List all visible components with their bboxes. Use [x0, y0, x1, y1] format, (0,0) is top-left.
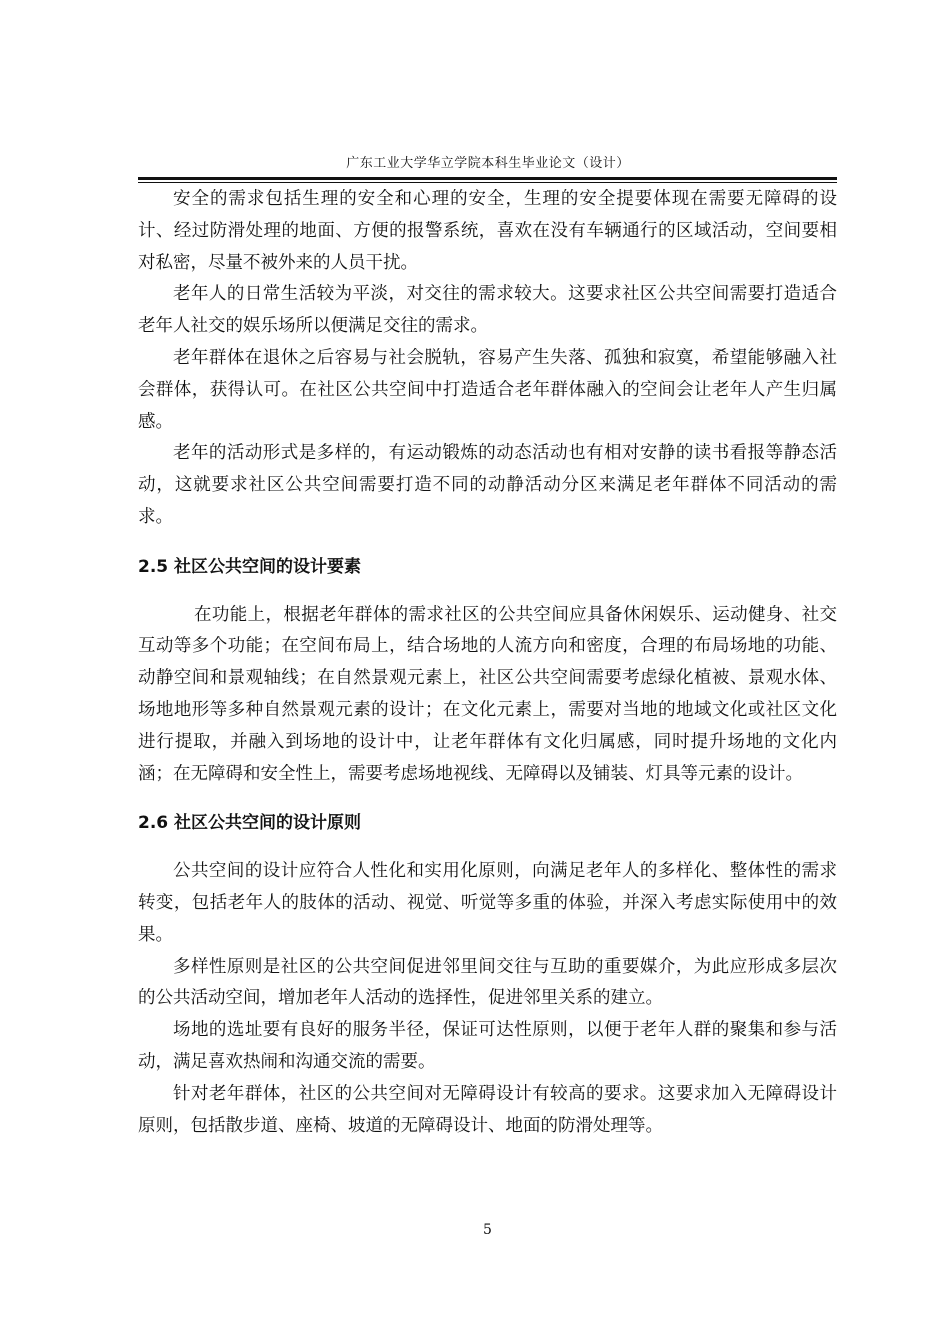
paragraph-design-elements: 在功能上，根据老年群体的需求社区的公共空间应具备休闲娱乐、运动健身、社交互动等多个功能；在空间布局上，结合场地的人流方向和密度，合理的布局场地的功能、动静空间和景观轴线；在自然景观元素上，社区公共空间需要考虑绿化植被、景观水体、场地地形等多种自然景观元素的设计；在文化元素上，需要对当地的地域文化或社区文化进行提取，并融入到场地的设计中，让老年群体有文化归属感，同时提升场地的文化内涵；在无障碍和安全性上，需要考虑场地视线、无障碍以及铺装、灯具等元素的设计。 — [138, 604, 837, 784]
running-header-title: 广东工业大学华立学院本科生毕业论文（设计） — [346, 156, 630, 171]
paragraph-activity-needs: 老年的活动形式是多样的，有运动锻炼的动态活动也有相对安静的读书看报等静态活动，这就要求社区公共空间需要打造不同的动静活动分区来满足老年群体不同活动的需求。 — [138, 443, 837, 527]
paragraph-principle-diversity: 多样性原则是社区的公共空间促进邻里间交往与互助的重要媒介，为此应形成多层次的公共活动空间，增加老年人活动的选择性，促进邻里关系的建立。 — [138, 956, 837, 1009]
header-rule-thick — [138, 177, 837, 180]
page-number: 5 — [483, 1222, 492, 1238]
paragraph-principle-barrier-free: 针对老年群体，社区的公共空间对无障碍设计有较高的要求。这要求加入无障碍设计原则，包括散步道、座椅、坡道的无障碍设计、地面的防滑处理等。 — [138, 1083, 837, 1136]
paragraph-social-needs: 老年人的日常生活较为平淡，对交往的需求较大。这要求社区公共空间需要打造适合老年人社交的娱乐场所以便满足交往的需求。 — [138, 284, 837, 337]
header-rule-thin — [138, 182, 837, 183]
paragraph-principle-humanized: 公共空间的设计应符合人性化和实用化原则，向满足老年人的多样化、整体性的需求转变，包括老年人的肢体的活动、视觉、听觉等多重的体验，并深入考虑实际使用中的效果。 — [138, 861, 837, 945]
section-heading-2-5: 2.5 社区公共空间的设计要素 — [138, 556, 362, 577]
body-text — [138, 184, 837, 1142]
paragraph-belonging-needs: 老年群体在退休之后容易与社会脱轨，容易产生失落、孤独和寂寞，希望能够融入社会群体，获得认可。在社区公共空间中打造适合老年群体融入的空间会让老年人产生归属感。 — [138, 347, 837, 432]
paragraph-principle-accessibility-site: 场地的选址要有良好的服务半径，保证可达性原则，以便于老年人群的聚集和参与活动，满足喜欢热闹和沟通交流的需要。 — [138, 1020, 837, 1072]
section-heading-2-6: 2.6 社区公共空间的设计原则 — [138, 813, 362, 834]
paragraph-safety-needs: 安全的需求包括生理的安全和心理的安全，生理的安全提要体现在需要无障碍的设计、经过防滑处理的地面、方便的报警系统，喜欢在没有车辆通行的区域活动，空间要相对私密，尽量不被外来的人员干扰。 — [138, 189, 837, 273]
